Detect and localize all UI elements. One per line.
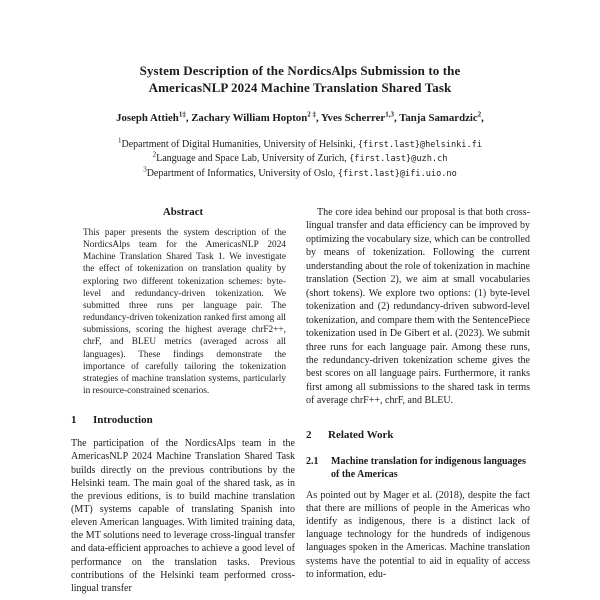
author-superscript: 2 (477, 110, 482, 119)
section-1-paragraph: The participation of the NordicsAlps team in the AmericasNLP 2024 Machine Translation Shared Task builds directly on the previous contributions by the Helsinki team. The main goal of the shared task, as in the previous editions, is to build machine translation (MT) systems capable of translating Spanish into eleven American languages. With limited training data, the MT solutions need to leverage cross-lingual transfer and data-efficient approaches to achieve a good level of performance on the translation tasks. Previous contributions of the Helsinki team performed cross-lingual transfer (71, 438, 295, 594)
author-separator: , (185, 112, 192, 124)
related-work-paragraph: As pointed out by Mager et al. (2018), despite the fact that there are millions of people in the Americas who identify as indigenous, there is a distinct lack of language technology for the hundreds of indigenous languages spoken in the Americas. Machine translation systems have the potential to aid in equality of access to information, edu- (306, 489, 530, 580)
page-title (50, 63, 550, 96)
author (321, 112, 399, 124)
abstract-heading: Abstract (162, 206, 204, 218)
author-superscript: 1,3 (385, 110, 394, 119)
affiliation-email: {first.last}@ifi.uio.no (337, 168, 457, 179)
title-line-2: AmericasNLP 2024 Machine Translation Shared Task (148, 79, 452, 95)
subsection-number: 2.1 (306, 455, 319, 467)
affiliation-line (20, 167, 580, 181)
author-separator: , (481, 112, 484, 124)
authors-line (20, 111, 580, 125)
title-line-1: System Description of the NordicsAlps Submission to the (139, 63, 461, 78)
author-separator: , (393, 112, 400, 124)
affiliation-text: Department of Informatics, University of Oslo, (146, 167, 338, 179)
section-1-heading (71, 413, 295, 427)
subsection-title: Machine translation for indigenous languages of the Americas (331, 455, 526, 480)
author (116, 112, 191, 124)
section-2-heading (306, 428, 530, 442)
affiliation-text: Department of Digital Humanities, University of Helsinki, (121, 139, 358, 150)
author-name: Zachary William Hopton (191, 112, 308, 124)
abstract-body: This paper presents the system description of the NordicsAlps team for the AmericasNLP 2024 Machine Translation Shared Task 1. We investigate the effect of tokenization on translation quality by exploring two different tokenization schemes: byte-level and redundancy-driven tokenization. We submitted three runs per language pair. The redundancy-driven tokenization ranked first among all submissions, scoring the highest average chrF2++, chrF, and BLEU metrics (averaged across all languages). These findings demonstrate the importance of carefully tailoring the tokenization strategies of machine translation systems, particularly in resource-constrained scenarios. (83, 228, 286, 397)
section-number: 1 (71, 414, 77, 427)
affiliation-line (20, 138, 580, 152)
section-number: 2 (306, 428, 312, 441)
proposal-paragraph: The core idea behind our proposal is that both cross-lingual transfer and data efficiency can be improved by optimizing the vocabulary size, which can be controlled by means of tokenization. Following the current understanding about the role of tokenization in machine translation (Section 2), we aim at small vocabularies (short tokens). We explore two options: (1) byte-level tokenization and (2) redundancy-driven subword-level tokenization, and compare them with the SentencePiece tokenization used in De Gibert et al. (2023). We submit three runs for each language pair. Among these runs, the redundancy-driven tokenization scheme gives the best scores on all language pairs. Furthermore, it ranks first among all submissions to the shared task in terms of average chrF++, chrF, and BLEU. (306, 207, 530, 407)
author (191, 112, 321, 124)
author-name: Yves Scherrer (320, 112, 386, 124)
author-name: Joseph Attieh (116, 112, 179, 124)
author-separator: , (315, 112, 321, 124)
section-title: Introduction (93, 414, 153, 427)
affiliation-text: Language and Space Lab, University of Zurich, (156, 153, 350, 165)
author-superscript: 2 ‡ (307, 110, 316, 119)
affiliation-email: {first.last}@helsinki.fi (357, 140, 483, 150)
affiliation-superscript: 3 (143, 165, 147, 174)
affiliation-line (20, 152, 580, 166)
author-superscript: 1‡ (178, 110, 186, 119)
affiliation-email: {first.last}@uzh.ch (349, 154, 448, 165)
section-title: Related Work (328, 428, 394, 441)
author-name: Tanja Samardzic (399, 112, 478, 124)
affiliation-superscript: 2 (152, 151, 157, 160)
section-2-1-heading (306, 455, 530, 481)
author (399, 112, 484, 124)
right-column (306, 203, 530, 581)
affiliations-block (20, 138, 580, 181)
left-column (71, 203, 295, 595)
affiliation-superscript: 1 (117, 136, 122, 145)
